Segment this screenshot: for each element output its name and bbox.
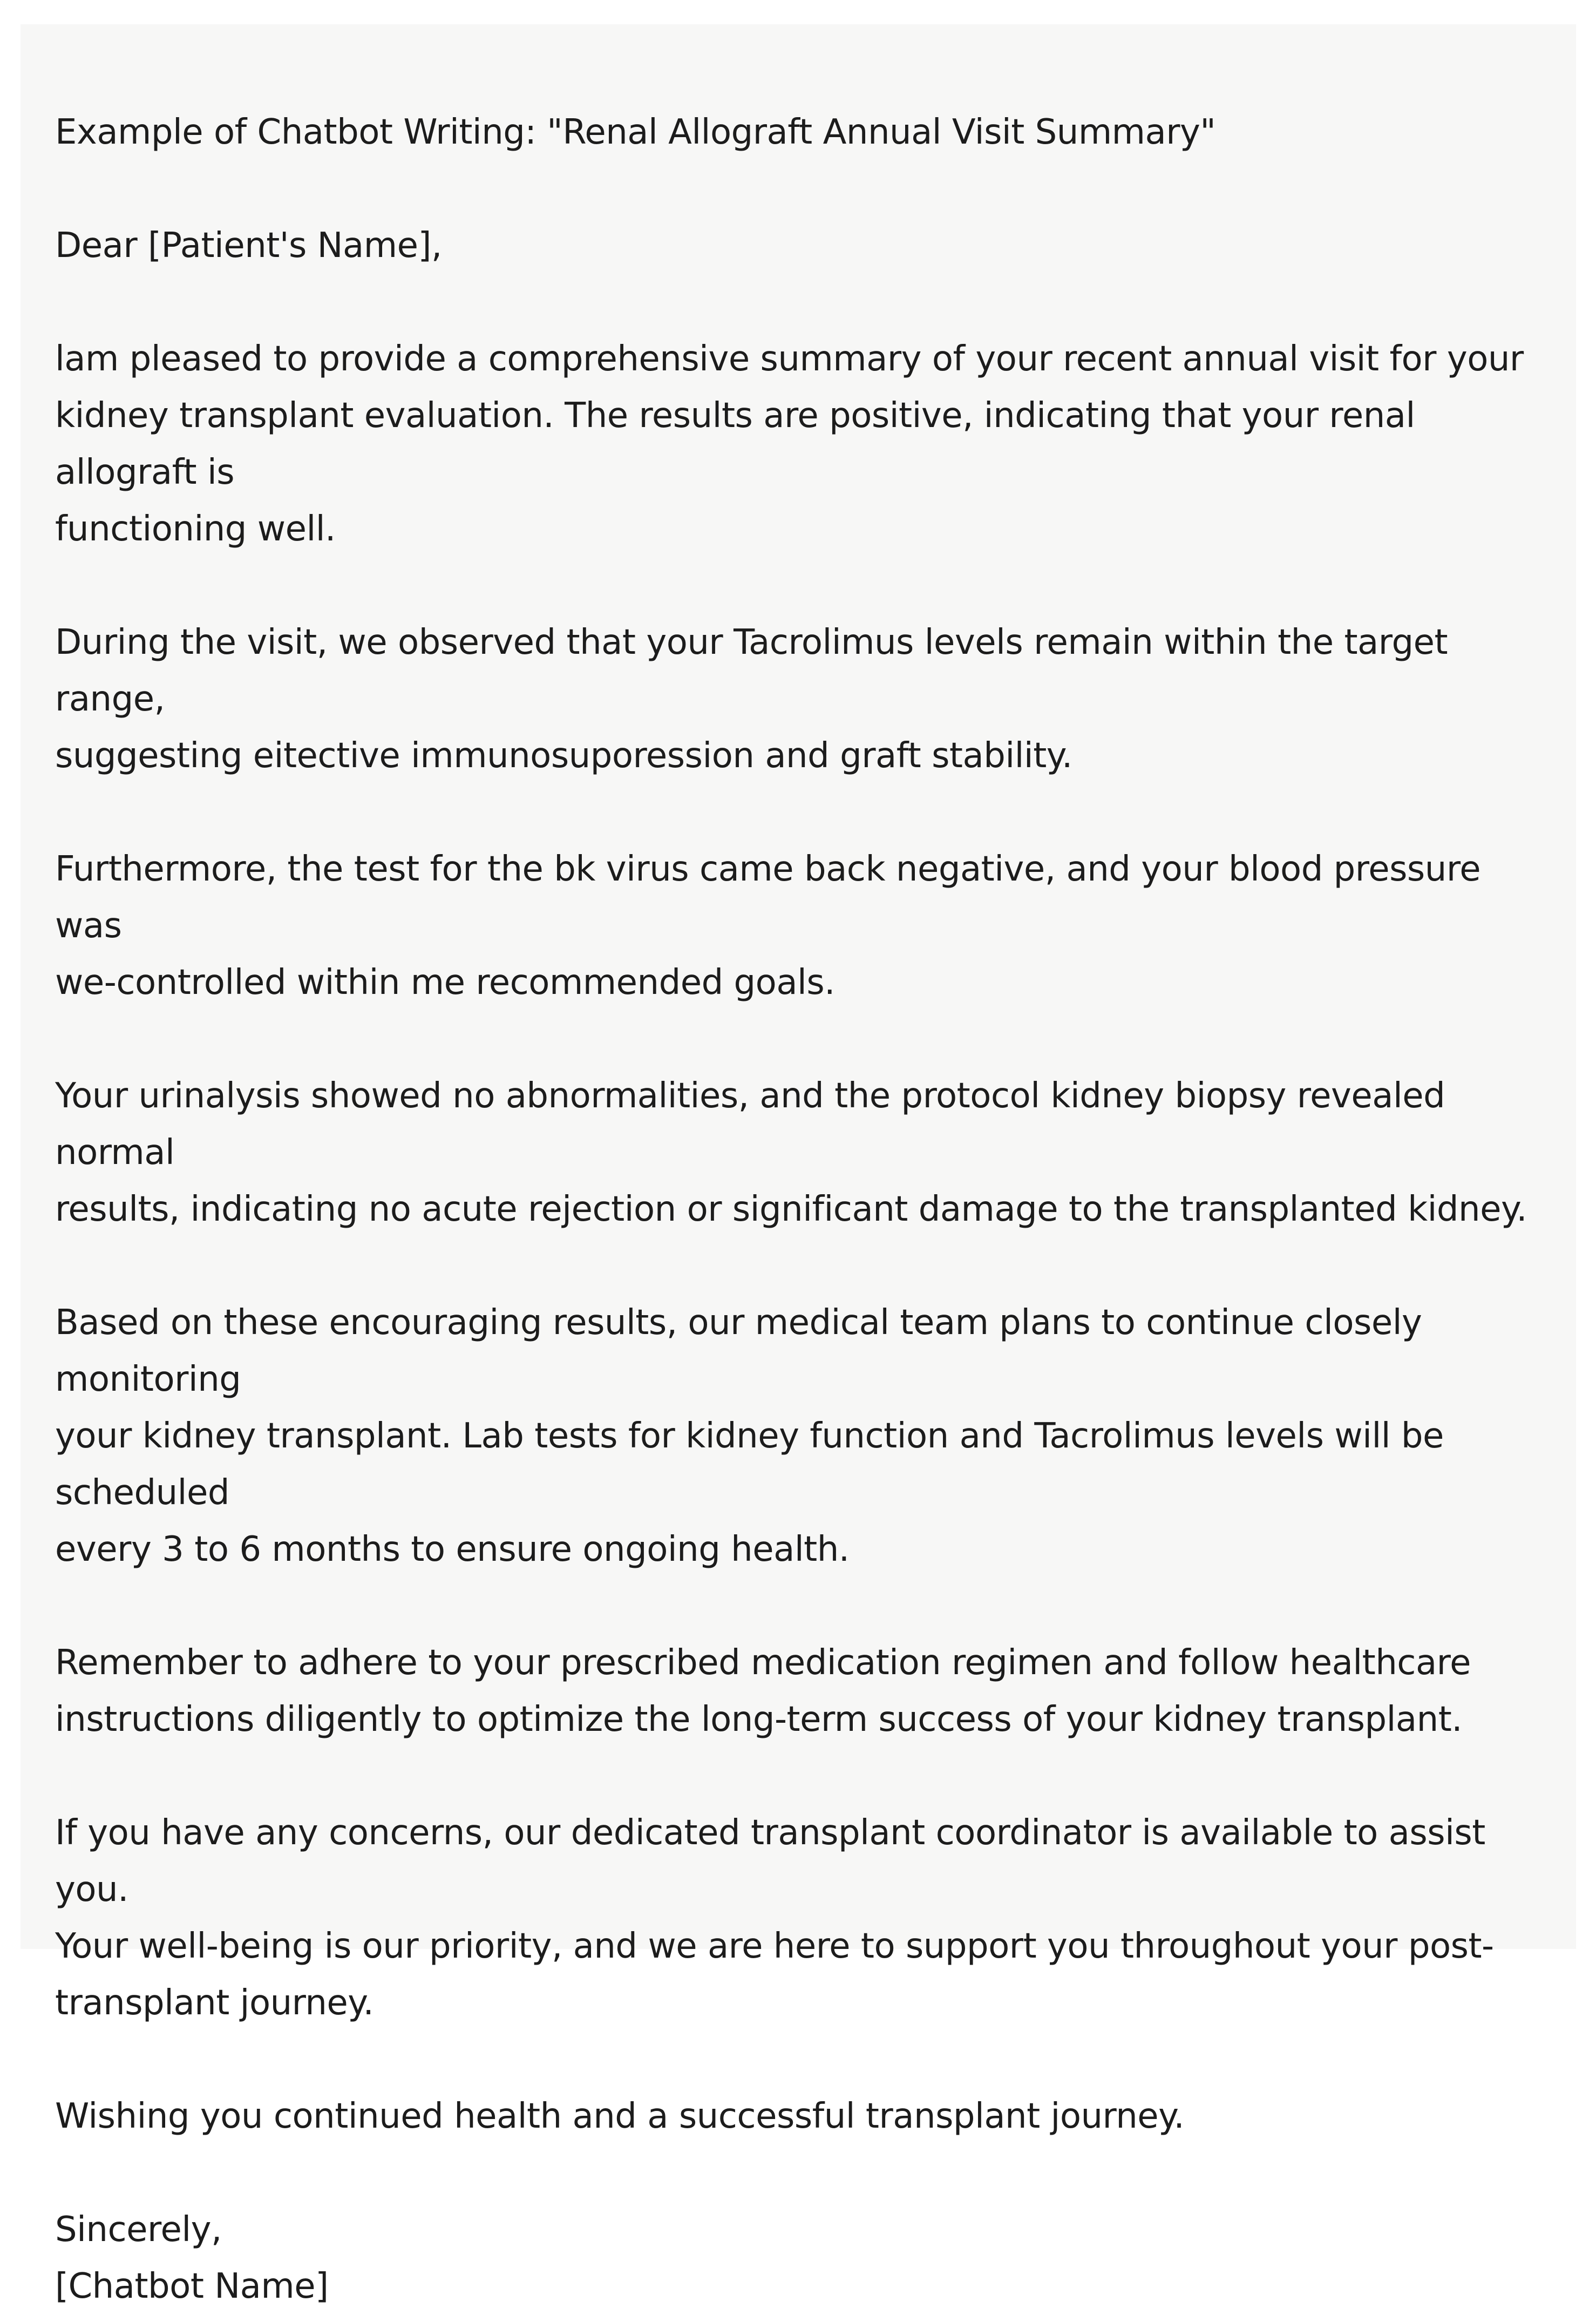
salutation: Dear [Patient's Name], [55, 226, 442, 266]
paragraph-medication: Remember to adhere to your prescribed medication regimen and follow healthcare instructions diligently to optimize the long-term success of your kidney transplant. [55, 1643, 1471, 1739]
paragraph-urinalysis: Your urinalysis showed no abnormalities, and the protocol kidney biopsy revealed normal results, indicating no acute rejection or significant damage to the transplanted kidney. [55, 1076, 1527, 1229]
document-title: Example of Chatbot Writing: "Renal Allograft Annual Visit Summary" [55, 112, 1216, 152]
closing: Sincerely, [55, 2210, 222, 2250]
letter-body [55, 104, 1541, 2315]
paragraph-monitoring: Based on these encouraging results, our medical team plans to continue closely monitoring your kidney transplant. Lab tests for kidney function and Tacrolimus levels will be scheduled every 3 to 6 months to ensure ongoing health. [55, 1303, 1444, 1569]
paragraph-tacrolimus: During the visit, we observed that your Tacrolimus levels remain within the target range, suggesting eitective immunosuporession and graft stability. [55, 622, 1448, 776]
paragraph-coordinator: If you have any concerns, our dedicated transplant coordinator is available to assist you. Your well-being is our priority, and we are here to support you throughout your post- transplant journey. [55, 1813, 1494, 2023]
signature: [Chatbot Name] [55, 2266, 329, 2306]
paragraph-bk-virus: Furthermore, the test for the bk virus came back negative, and your blood pressure was we-controlled within me recommended goals. [55, 849, 1481, 1003]
paragraph-intro: lam pleased to provide a comprehensive summary of your recent annual visit for your kidney transplant evaluation. The results are positive, indicating that your renal allograft is functioning well. [55, 339, 1524, 549]
paragraph-wishes: Wishing you continued health and a successful transplant journey. [55, 2096, 1185, 2136]
letter-card [21, 24, 1576, 2306]
